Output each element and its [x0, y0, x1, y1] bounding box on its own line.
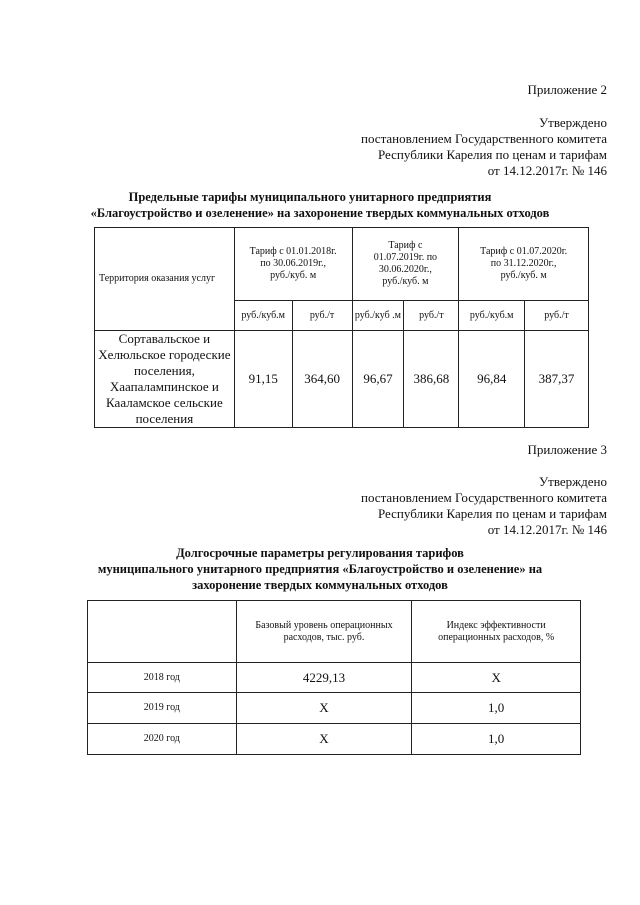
period-2-line2: 01.07.2019г. по: [373, 252, 438, 263]
unit-cell: руб./т: [525, 301, 589, 331]
appendix2-decree-line1: постановлением Государственного комитета: [361, 131, 607, 146]
appendix3-title-line1: Долгосрочные параметры регулирования тарифов: [176, 546, 464, 560]
period-3-line1: Тариф с 01.07.2020г.: [480, 246, 568, 257]
efficiency-index-header-line1: Индекс эффективности: [446, 619, 546, 631]
period-1-line3: руб./куб. м: [270, 270, 317, 281]
appendix3-decree-line1: постановлением Государственного комитета: [361, 490, 607, 505]
unit-cell: руб./т: [292, 301, 352, 331]
period-header-3: [459, 228, 589, 301]
appendix3-decree-line2: Республики Карелия по ценам и тарифам: [377, 506, 607, 521]
unit-cell: руб./куб.м: [234, 301, 292, 331]
unit-cell: руб./т: [404, 301, 459, 331]
appendix2-decree-line2: Республики Карелия по ценам и тарифам: [377, 147, 607, 162]
tariff-value: 387,37: [525, 331, 589, 428]
territory-line: Сортавальское и: [118, 331, 211, 346]
period-3-line2: по 31.12.2020г.,: [490, 258, 557, 269]
tariff-table: [94, 227, 589, 428]
period-1-line2: по 30.06.2019г.,: [260, 258, 327, 269]
table-row: [88, 724, 581, 755]
appendix3-approved: Утверждено: [538, 474, 607, 489]
territory-line: Кааламское сельские: [106, 395, 223, 410]
year-cell: 2018 год: [88, 663, 237, 693]
territory-line: Хелюльское городеские: [98, 347, 231, 362]
table-row: [88, 663, 581, 693]
base-level-cell: 4229,13: [236, 663, 412, 693]
efficiency-index-cell: Х: [412, 663, 581, 693]
territory-line: поселения: [135, 411, 194, 426]
period-2-line3: 30.06.2020г.,: [378, 264, 432, 275]
territory-line: Хаапалампинское и: [109, 379, 219, 394]
appendix2-title-line2: «Благоустройство и озеленение» на захоронение твердых коммунальных отходов: [90, 206, 550, 220]
period-2-line1: Тариф с: [388, 240, 423, 251]
period-2-line4: руб./куб. м: [382, 276, 429, 287]
appendix2-title-line1: Предельные тарифы муниципального унитарного предприятия: [128, 190, 492, 204]
appendix3-label: Приложение 3: [527, 442, 607, 457]
appendix2-label: Приложение 2: [527, 82, 607, 97]
appendix3-decree-line3: от 14.12.2017г. № 146: [487, 522, 607, 537]
base-level-header-line1: Базовый уровень операционных: [255, 619, 393, 631]
base-level-header: [236, 601, 412, 663]
appendix3-title-line3: захоронение твердых коммунальных отходов: [192, 578, 448, 592]
appendix2-approved: Утверждено: [538, 115, 607, 130]
territory-header: Территория оказания услуг: [95, 228, 235, 331]
unit-cell: руб./куб.м: [459, 301, 525, 331]
appendix2-decree-line3: от 14.12.2017г. № 146: [487, 163, 607, 178]
tariff-value: 386,68: [404, 331, 459, 428]
period-3-line3: руб./куб. м: [500, 270, 547, 281]
period-header-1: [234, 228, 352, 301]
empty-header-cell: [88, 601, 237, 663]
appendix3-title-line2: муниципального унитарного предприятия «Благоустройство и озеленение» на: [97, 562, 543, 576]
base-level-header-line2: расходов, тыс. руб.: [283, 631, 365, 643]
table-row: [88, 693, 581, 724]
unit-cell: руб./куб .м: [352, 301, 404, 331]
year-cell: 2019 год: [88, 693, 237, 724]
efficiency-index-header: [412, 601, 581, 663]
year-cell: 2020 год: [88, 724, 237, 755]
period-header-2: [352, 228, 459, 301]
tariff-value: 364,60: [292, 331, 352, 428]
efficiency-index-header-line2: операционных расходов, %: [438, 631, 555, 643]
parameters-table: [87, 600, 581, 755]
base-level-cell: Х: [236, 693, 412, 724]
tariff-value: 91,15: [234, 331, 292, 428]
period-1-line1: Тариф с 01.01.2018г.: [249, 246, 337, 257]
base-level-cell: Х: [236, 724, 412, 755]
efficiency-index-cell: 1,0: [412, 724, 581, 755]
efficiency-index-cell: 1,0: [412, 693, 581, 724]
territory-line: поселения,: [133, 363, 195, 378]
tariff-value: 96,67: [352, 331, 404, 428]
tariff-value: 96,84: [459, 331, 525, 428]
territory-cell: [95, 331, 235, 428]
